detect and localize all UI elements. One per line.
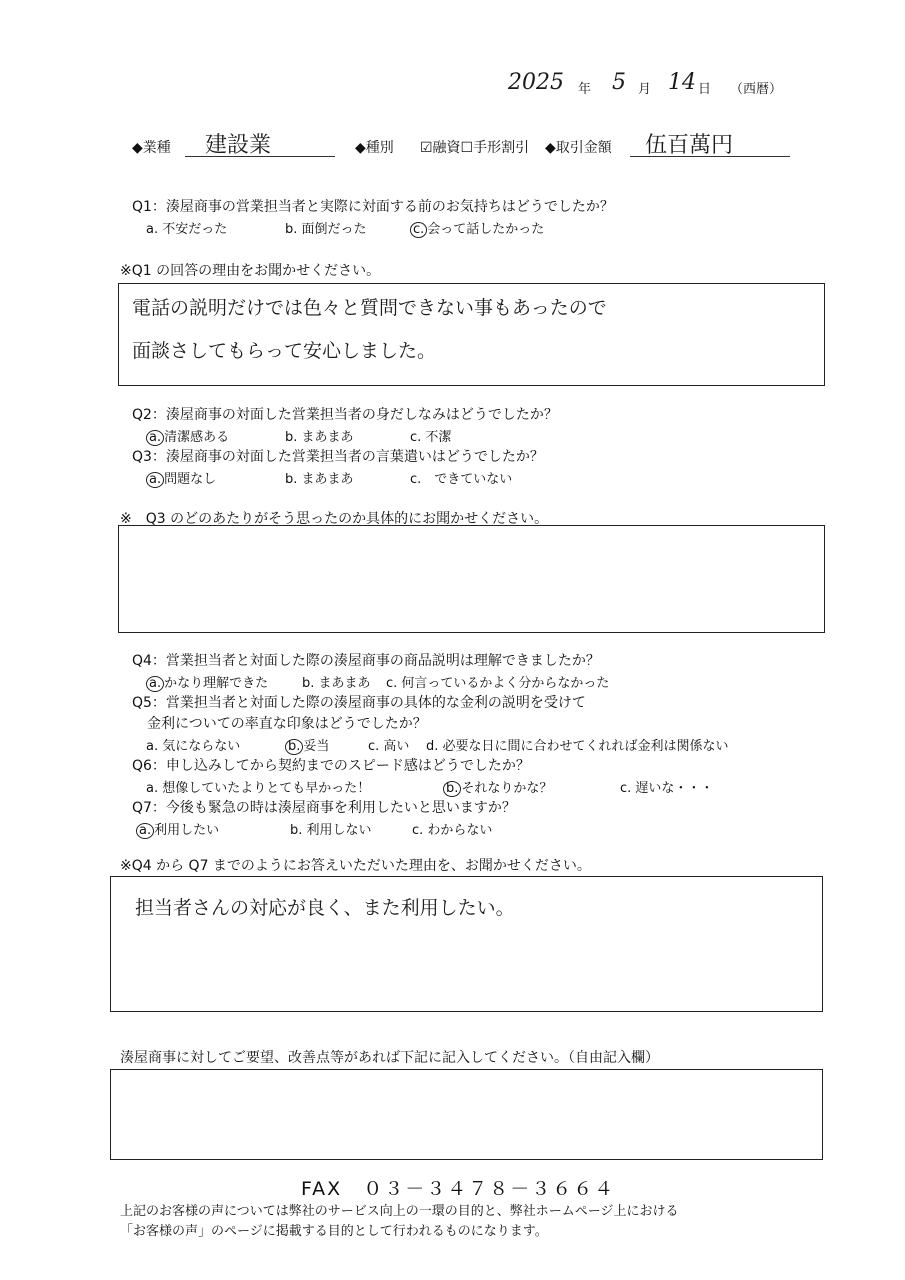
q4-7-reason-prompt: ※Q4 から Q7 までのようにお答えいただいた理由を、お聞かせください。 (120, 858, 591, 874)
q7-selected-mark: a. (136, 823, 154, 839)
q1-reason-line2: 面談さしてもらって安心しました。 (132, 340, 437, 362)
q7-option-b: b. 利用しない (290, 823, 372, 838)
q4-option-c: c. 何言っているかよく分からなかった (386, 676, 610, 691)
type-label: ◆種別 (355, 140, 394, 156)
q6-question: Q6：申し込みしてから契約までのスピード感はどうでしたか？ (132, 758, 530, 774)
date-era-note: （西暦） (730, 82, 783, 97)
date-month-label: 月 (638, 82, 652, 97)
q4-selected-mark: a. (146, 676, 164, 692)
q3-option-a (146, 468, 216, 488)
q3-option-b: b. まあまあ (285, 472, 354, 487)
q4-option-b: b. まあまあ (302, 676, 371, 691)
q3-option-a-text: 問題なし (164, 472, 217, 487)
q7-option-a-text: 利用したい (154, 823, 220, 838)
q3-option-c: c. できていない (410, 472, 513, 487)
q5-option-a: a. 気にならない (146, 739, 241, 754)
q5-option-b (285, 735, 329, 755)
date-day: 14 (668, 70, 696, 95)
q2-option-b: b. まあまあ (285, 430, 354, 445)
date-year-label: 年 (578, 82, 592, 97)
q4-question: Q4：営業担当者と対面した際の湊屋商事の商品説明は理解できましたか？ (132, 653, 600, 669)
q4-option-a-text: かなり理解できた (164, 676, 269, 691)
footer-note-line2: 「お客様の声」のページに掲載する目的として行われるものになります。 (120, 1224, 548, 1239)
industry-value: 建設業 (205, 133, 272, 158)
industry-underline (185, 156, 335, 157)
q7-option-a (136, 819, 219, 839)
date-year: 2025 (508, 70, 564, 95)
fax-number: FAX ０３－３４７８－３６６４ (301, 1178, 616, 1200)
q1-option-c-text: 会って話したかった (427, 222, 545, 237)
date-month: 5 (612, 70, 626, 95)
q3-question: Q3：湊屋商事の対面した営業担当者の言葉遣いはどうでしたか？ (132, 449, 544, 465)
q5-option-b-text: 妥当 (303, 739, 330, 754)
type-options: ☑融資☐手形割引 (420, 140, 530, 156)
q7-question: Q7：今後も緊急の時は湊屋商事を利用したいと思いますか？ (132, 800, 516, 816)
industry-label: ◆業種 (132, 140, 171, 156)
q5-option-d: d. 必要な日に間に合わせてくれれば金利は関係ない (426, 739, 729, 754)
q1-option-c (410, 218, 544, 238)
q6-option-b (443, 777, 552, 797)
q6-option-c: c. 遅いな・・・ (620, 781, 714, 796)
q2-option-a (146, 426, 229, 446)
q2-option-c: c. 不潔 (410, 430, 452, 445)
q3-reason-prompt: ※ Q3 のどのあたりがそう思ったのか具体的にお聞かせください。 (120, 511, 549, 527)
q6-selected-mark: b. (443, 781, 461, 797)
q3-reason-box (118, 525, 825, 633)
amount-value: 伍百萬円 (645, 133, 734, 158)
q1-option-a: a. 不安だった (146, 222, 228, 237)
q1-reason-prompt: ※Q1 の回答の理由をお聞かせください。 (120, 263, 381, 279)
q5-question-line2: 金利についての率直な印象はどうでしたか？ (147, 716, 427, 732)
q1-option-b: b. 面倒だった (285, 222, 367, 237)
free-comment-prompt: 湊屋商事に対してご要望、改善点等があれば下記に記入してください。（自由記入欄） (120, 1050, 659, 1066)
amount-label: ◆取引金額 (545, 140, 612, 156)
free-comment-box (110, 1069, 823, 1160)
date-day-label: 日 (698, 82, 712, 97)
q2-selected-mark: a. (146, 430, 164, 446)
q3-selected-mark: a. (146, 472, 164, 488)
amount-underline (630, 156, 790, 157)
footer-note-line1: 上記のお客様の声については弊社のサービス向上の一環の目的と、弊社ホームページ上における (120, 1204, 679, 1219)
q7-option-c: c. わからない (412, 823, 493, 838)
q4-option-a (146, 672, 268, 692)
q4-7-reason-answer: 担当者さんの対応が良く、また利用したい。 (135, 897, 515, 919)
q1-reason-line1: 電話の説明だけでは色々と質問できない事もあったので (132, 297, 607, 319)
q6-option-b-text: それなりかな？ (461, 781, 553, 796)
q6-option-a: a. 想像していたよりとても早かった！ (146, 781, 371, 796)
q1-question: Q1：湊屋商事の営業担当者と実際に対面する前のお気持ちはどうでしたか？ (132, 199, 614, 215)
q5-option-c: c. 高い (368, 739, 410, 754)
q5-selected-mark: b. (285, 739, 303, 755)
q2-option-a-text: 清潔感ある (164, 430, 230, 445)
q2-question: Q2：湊屋商事の対面した営業担当者の身だしなみはどうでしたか？ (132, 407, 558, 423)
q5-question-line1: Q5：営業担当者と対面した際の湊屋商事の具体的な金利の説明を受けて (132, 695, 586, 711)
q1-selected-mark: c. (410, 222, 427, 238)
